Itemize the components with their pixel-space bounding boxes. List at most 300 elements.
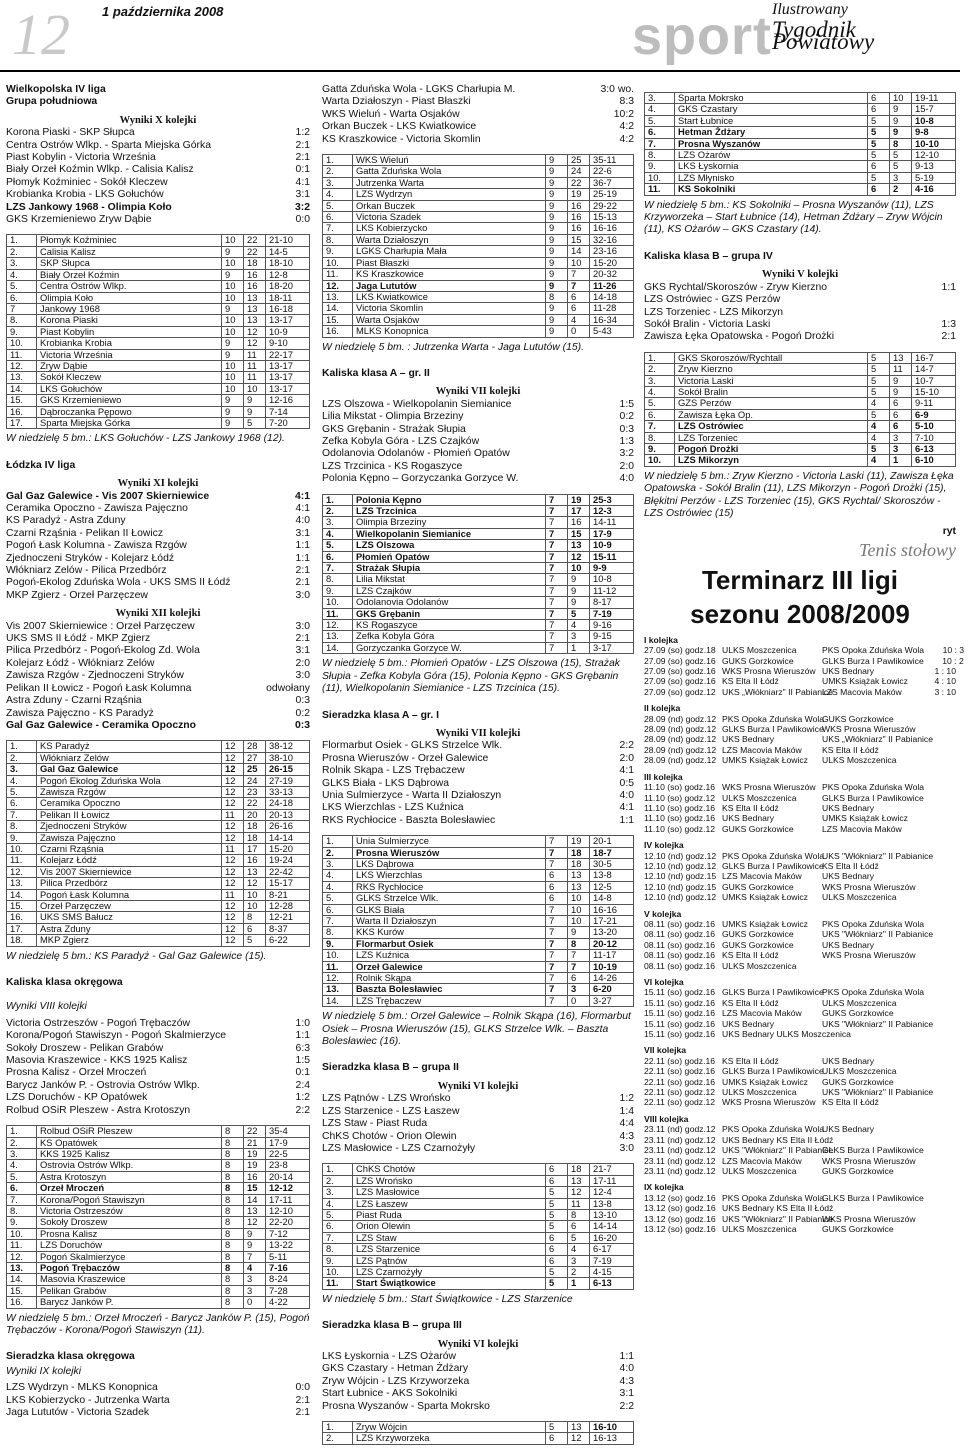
points: 14 — [244, 1194, 266, 1205]
goals: 3-27 — [590, 995, 634, 1006]
match-result — [6, 633, 310, 645]
games-played: 7 — [546, 642, 568, 653]
match-teams: Włókniarz Zelów - Pilica Przedbórz — [6, 565, 167, 577]
team-name: Victoria Skomlin — [353, 303, 546, 314]
match-teams: LZS Staw - Piast Ruda — [322, 1118, 428, 1130]
goals: 36-7 — [590, 177, 634, 188]
fixture-score — [916, 961, 956, 971]
games-played: 10 — [222, 235, 244, 246]
team-name: Biały Orzeł Koźmin — [37, 269, 222, 280]
games-played: 7 — [546, 973, 568, 984]
page-number: 12 — [12, 2, 70, 67]
brand-top: Ilustrowany — [772, 1, 848, 18]
points: 12 — [244, 878, 266, 889]
away-team — [822, 1203, 916, 1213]
fixture-row — [644, 1124, 956, 1134]
match-teams: MKP Zgierz - Orzeł Parzęczew — [6, 589, 148, 601]
team-name: LZS Pątnów — [353, 1255, 546, 1266]
match-result — [322, 1401, 634, 1413]
games-played: 7 — [546, 961, 568, 972]
fixture-row — [644, 793, 956, 803]
team-name: LKS Gołuchów — [37, 383, 222, 394]
goals: 17-21 — [590, 916, 634, 927]
points: 18 — [244, 832, 266, 843]
goals: 8-24 — [266, 1274, 310, 1285]
match-score: 1:1 — [295, 540, 310, 552]
position: 1. — [323, 1164, 353, 1175]
table-row — [7, 1183, 310, 1194]
match-teams: Polonia Kępno – Gorzyczanka Gorzyce W. — [322, 473, 519, 485]
team-name: GKS Czastary — [675, 104, 868, 115]
match-teams: Korona Piaski - SKP Słupca — [6, 127, 135, 139]
points: 10 — [244, 383, 266, 394]
position: 15. — [7, 1285, 37, 1296]
fixture-score — [916, 1166, 956, 1176]
match-score: 0:2 — [295, 707, 310, 719]
match-score — [952, 294, 956, 306]
points: 15 — [568, 234, 590, 245]
goals: 20-12 — [590, 938, 634, 949]
team-name: Piast Kobylin — [37, 326, 222, 337]
games-played: 11 — [222, 843, 244, 854]
match-result — [6, 1382, 310, 1394]
table-row — [323, 995, 634, 1006]
position: 14. — [7, 1274, 37, 1285]
tennis-kicker: Tenis stołowy — [859, 539, 956, 560]
points: 24 — [244, 775, 266, 786]
round-name: I kolejka — [644, 634, 678, 645]
match-result — [6, 1043, 310, 1055]
team-name: LZS Krzyworzeka — [353, 1433, 546, 1444]
team-name: LZS Łaszew — [353, 1198, 546, 1209]
points: 12 — [568, 1187, 590, 1198]
table-row — [323, 223, 634, 234]
match-result — [322, 411, 634, 423]
match-result — [322, 424, 634, 436]
position: 5. — [323, 540, 353, 551]
match-result — [6, 645, 310, 657]
position: 9. — [323, 938, 353, 949]
match-teams: Prosna Kalisz - Orzeł Mroczeń — [6, 1067, 147, 1079]
match-result — [322, 815, 634, 827]
match-teams: Sokoły Droszew - Pelikan Grabów — [6, 1042, 164, 1054]
team-name: Barycz Janków P. — [37, 1297, 222, 1308]
match-score: 4:1 — [619, 802, 634, 814]
table-row — [7, 878, 310, 889]
position: 12. — [323, 973, 353, 984]
goals: 16-20 — [590, 1232, 634, 1243]
fixture-score — [933, 1087, 973, 1097]
points: 17 — [244, 843, 266, 854]
position: 15. — [7, 901, 37, 912]
points: 5 — [244, 417, 266, 428]
team-name: KS Opatówek — [37, 1137, 222, 1148]
team-name: Gal Gaz Galewice — [37, 764, 222, 775]
team-name: Pogoń Łask Kolumna — [37, 889, 222, 900]
away-team: KS Elta II Łódź — [822, 744, 879, 755]
match-teams: LZS Torzeniec - LZS Mikorzyn — [644, 306, 783, 318]
table-row — [7, 752, 310, 763]
goals: 6-9 — [912, 409, 956, 420]
match-score: 1:5 — [619, 398, 634, 410]
home-team: ULKS Moszczenica — [722, 645, 797, 656]
games-played: 5 — [868, 172, 890, 183]
match-score: 2:1 — [295, 139, 310, 151]
table-row — [323, 234, 634, 245]
points: 3 — [244, 1285, 266, 1296]
games-played: 8 — [222, 1137, 244, 1148]
round-heading: Wyniki IX kolejki — [6, 1365, 82, 1377]
goals: 12-12 — [266, 1183, 310, 1194]
position: 5. — [645, 398, 675, 409]
table-row — [323, 938, 634, 949]
points: 19 — [244, 1160, 266, 1171]
table-row — [645, 443, 956, 454]
standings-table — [322, 835, 634, 1007]
position: 16. — [7, 1297, 37, 1308]
match-teams: GKS Krzemieniewo Zryw Dąbie — [6, 214, 152, 226]
fixture-score: 3 : 10 — [934, 686, 956, 697]
fixture-date: 22.11 (so) godz.12 — [644, 1097, 716, 1108]
goals: 12-16 — [266, 395, 310, 406]
team-name: LZS Olszowa — [353, 540, 546, 551]
goals: 22-17 — [266, 349, 310, 360]
games-played: 7 — [546, 916, 568, 927]
games-played: 6 — [868, 161, 890, 172]
team-name: ChKS Chotów — [353, 1164, 546, 1175]
points: 19 — [568, 189, 590, 200]
fixture-score — [933, 929, 973, 939]
match-teams: LKS Łyskornia - LZS Ożarów — [322, 1351, 456, 1362]
fixture-date: 08.11 (so) godz.16 — [644, 929, 716, 940]
games-played: 12 — [222, 832, 244, 843]
table-row — [7, 901, 310, 912]
home-team: PKS Opoka Zduńska Wola — [722, 713, 825, 724]
league-heading: Kaliska klasa B – grupa IV — [644, 250, 773, 262]
goals: 5-43 — [590, 326, 634, 337]
goals: 22-20 — [266, 1217, 310, 1228]
fixture-score — [916, 1056, 956, 1066]
fixture-date: 27.09 (so) godz.16 — [644, 676, 716, 687]
table-row — [323, 881, 634, 892]
spacer — [6, 450, 310, 460]
points: 10 — [568, 904, 590, 915]
match-score: 4:0 — [619, 1363, 634, 1375]
table-row — [323, 563, 634, 574]
team-name: KKS Kurów — [353, 927, 546, 938]
position: 10. — [323, 1266, 353, 1277]
fixture-score — [916, 950, 956, 960]
match-score: 3:1 — [619, 1388, 634, 1400]
league-heading: Sieradzka klasa okręgowa — [6, 1351, 135, 1363]
table-row — [7, 326, 310, 337]
fixture-row — [644, 813, 956, 823]
points: 9 — [890, 127, 912, 138]
table-row — [7, 1228, 310, 1239]
position: 7. — [645, 138, 675, 149]
table-row — [7, 360, 310, 371]
match-score: 3:1 — [295, 189, 310, 201]
match-result — [6, 621, 310, 633]
points: 22 — [568, 177, 590, 188]
team-name: LKS Dąbrowa — [353, 858, 546, 869]
team-name: LZS Doruchów — [37, 1240, 222, 1251]
points: 3 — [890, 432, 912, 443]
home-team: UMKS Książak Łowicz — [722, 918, 808, 929]
goals: 16-13 — [590, 1433, 634, 1444]
games-played: 9 — [222, 338, 244, 349]
fixture-date: 08.11 (so) godz.16 — [644, 939, 716, 950]
fixture-date: 22.11 (so) godz.16 — [644, 1066, 716, 1077]
fixture-row — [644, 1156, 956, 1166]
home-team: ULKS Moszczenica — [722, 1223, 797, 1234]
match-score: 0:3 — [619, 423, 634, 435]
points: 9 — [890, 104, 912, 115]
next-fixtures-note: W niedzielę 5 bm.: KS Paradyż - Gal Gaz Galewice (15). — [6, 950, 267, 962]
position: 8. — [7, 821, 37, 832]
points: 9 — [568, 574, 590, 585]
team-name: Krobianka Krobia — [37, 338, 222, 349]
table-row — [323, 280, 634, 291]
match-teams: LZS Doruchów - KP Opatówek — [6, 1092, 148, 1104]
round-name: VI kolejka — [644, 977, 684, 987]
round-name: VII kolejka — [644, 1045, 687, 1056]
match-teams: GKS Rychtal/Skoroszów - Zryw Kierzno — [644, 281, 828, 293]
away-team: GLKS Burza I Pawlikowice — [822, 1192, 924, 1203]
table-row — [323, 1255, 634, 1266]
home-team: KS Elta II Łódź — [722, 997, 779, 1008]
tennis-schedule — [644, 634, 965, 1235]
points: 10 — [244, 889, 266, 900]
position: 11. — [323, 608, 353, 619]
match-teams: RKS Rychłocice - Baszta Bolesławiec — [322, 814, 496, 826]
team-name: LGKS Charłupia Mała — [353, 246, 546, 257]
match-teams: Jaga Lututów - Victoria Szadek — [6, 1407, 150, 1419]
team-name: Zefka Kobyla Góra — [353, 631, 546, 642]
fixture-score — [924, 793, 964, 803]
match-score: 2:1 — [295, 1394, 310, 1406]
fixture-score — [924, 1145, 964, 1155]
away-team: GUKS Gorzkowice — [822, 1223, 894, 1234]
table-row — [323, 608, 634, 619]
games-played: 8 — [222, 1274, 244, 1285]
table-row — [7, 246, 310, 257]
points: 6 — [568, 303, 590, 314]
position: 15. — [7, 395, 37, 406]
match-teams: Victoria Ostrzeszów - Pogoń Trębaczów — [6, 1017, 191, 1029]
match-result — [6, 152, 310, 164]
games-played: 9 — [546, 189, 568, 200]
table-row — [645, 150, 956, 161]
standings-table — [322, 1163, 634, 1289]
position: 1. — [323, 155, 353, 166]
games-played: 8 — [222, 1251, 244, 1262]
points: 0 — [568, 326, 590, 337]
match-score: 1:3 — [941, 318, 956, 330]
home-team: GLKS Burza I Pawlikowice — [722, 1066, 824, 1077]
home-team: UKS Bednary — [722, 813, 775, 824]
points: 6 — [890, 409, 912, 420]
fixture-row — [644, 861, 956, 871]
away-team: UKS "Włókniarz" II Pabianice — [822, 929, 934, 940]
points: 15 — [568, 528, 590, 539]
away-team: GUKS Gorzkowice — [822, 1008, 894, 1019]
match-score: 8:3 — [619, 96, 634, 108]
home-team: GUKS Gorzkowice — [722, 929, 794, 940]
table-row — [7, 809, 310, 820]
table-row — [323, 1209, 634, 1220]
games-played: 9 — [546, 314, 568, 325]
position: 9. — [323, 585, 353, 596]
match-teams: LZS Olszowa - Wielkopolanin Siemianice — [322, 398, 512, 410]
fixture-date: 11.10 (so) godz.16 — [644, 782, 716, 793]
fixture-score: 4 : 10 — [934, 676, 956, 687]
position: 8. — [645, 432, 675, 443]
games-played: 7 — [546, 927, 568, 938]
team-name: LZS Kuźnica — [353, 950, 546, 961]
match-result — [6, 202, 310, 214]
games-played: 5 — [868, 127, 890, 138]
fixture-date: 27.09 (so) godz.16 — [644, 666, 716, 677]
position: 14. — [323, 642, 353, 653]
round-name: IV kolejka — [644, 840, 684, 851]
points: 12 — [568, 1433, 590, 1444]
games-played: 7 — [546, 836, 568, 847]
team-name: Olimpia Brzeziny — [353, 517, 546, 528]
team-name: Victoria Ostrzeszów — [37, 1205, 222, 1216]
match-result — [6, 164, 310, 176]
fixture-score — [916, 745, 956, 755]
points: 8 — [890, 138, 912, 149]
games-played: 9 — [222, 406, 244, 417]
match-teams: Pilica Przedbórz - Pogoń-Ekolog Zd. Wola — [6, 645, 200, 657]
position: 14. — [323, 995, 353, 1006]
games-played: 6 — [868, 184, 890, 195]
match-teams: Czarni Rząśnia - Pelikan II Łowicz — [6, 527, 164, 539]
round-heading: Wyniki VIII kolejki — [6, 1001, 87, 1013]
games-played: 12 — [222, 912, 244, 923]
goals: 6-17 — [590, 1244, 634, 1255]
goals: 5-10 — [912, 421, 956, 432]
goals: 17-9 — [266, 1137, 310, 1148]
home-team: KS Elta II Łódź — [722, 802, 779, 813]
table-row — [323, 303, 634, 314]
standings-table — [6, 234, 310, 429]
match-result — [322, 1363, 634, 1375]
points: 24 — [568, 166, 590, 177]
match-score: 3:2 — [619, 448, 634, 460]
match-teams: Biały Orzeł Koźmin Wlkp. - Calisia Kalisz — [6, 164, 194, 176]
goals: 23-8 — [266, 1160, 310, 1171]
away-team: UKS Bednary — [822, 666, 875, 677]
fixture-date: 12.10 (nd) godz.12 — [644, 850, 717, 861]
fixture-row — [644, 666, 956, 676]
position: 12. — [7, 1251, 37, 1262]
home-team: LZS Macovia Maków — [722, 1008, 802, 1019]
match-score: 2:4 — [295, 1079, 310, 1091]
games-played: 9 — [222, 417, 244, 428]
match-result — [6, 1067, 310, 1079]
position: 7. — [323, 1232, 353, 1243]
position: 5. — [323, 893, 353, 904]
team-name: Pilica Przedbórz — [37, 878, 222, 889]
match-result — [6, 515, 310, 527]
fixture-row — [644, 950, 956, 960]
fixture-score — [916, 755, 956, 765]
position: 12. — [7, 360, 37, 371]
team-name: SKP Słupca — [37, 258, 222, 269]
team-name: Orzeł Mroczeń — [37, 1183, 222, 1194]
games-played: 5 — [546, 1266, 568, 1277]
points: 20 — [244, 809, 266, 820]
match-result — [644, 319, 956, 331]
position: 2. — [323, 506, 353, 517]
fixture-date: 28.09 (nd) godz.12 — [644, 744, 717, 755]
fixture-score — [916, 1066, 956, 1076]
goals: 35-11 — [590, 155, 634, 166]
match-score: 2:0 — [619, 752, 634, 764]
home-team: UMKS Książak Łowicz — [722, 755, 808, 766]
points: 10 — [244, 901, 266, 912]
position: 4. — [323, 881, 353, 892]
games-played: 12 — [222, 923, 244, 934]
goals: 9-15 — [590, 631, 634, 642]
position: 2. — [323, 1433, 353, 1444]
match-score: 2:2 — [619, 1400, 634, 1412]
team-name: Centra Ostrów Wlkp. — [37, 281, 222, 292]
table-row — [323, 1221, 634, 1232]
team-name: Astra Krotoszyn — [37, 1171, 222, 1182]
points: 9 — [568, 585, 590, 596]
match-result — [6, 577, 310, 589]
team-name: LZS Czarnożyły — [353, 1266, 546, 1277]
position: 7. — [645, 421, 675, 432]
fixture-score — [916, 714, 956, 724]
team-name: LZS Staw — [353, 1232, 546, 1243]
points: 13 — [568, 881, 590, 892]
match-score: 3:2 — [294, 201, 310, 213]
fixture-row — [644, 724, 956, 734]
goals: 10-9 — [266, 326, 310, 337]
home-team: WKS Prosna Wieruszów — [722, 1097, 816, 1108]
goals: 12-10 — [266, 1205, 310, 1216]
position: 8. — [323, 1244, 353, 1255]
match-score: 0:1 — [295, 164, 310, 176]
team-name: Victoria Laski — [675, 375, 868, 386]
position: 6. — [323, 212, 353, 223]
points: 13 — [568, 870, 590, 881]
goals: 9-9 — [590, 563, 634, 574]
games-played: 7 — [546, 597, 568, 608]
match-teams: Zefka Kobyla Góra - LZS Czajków — [322, 435, 480, 447]
table-row — [323, 585, 634, 596]
match-result — [6, 670, 310, 682]
team-name: Polonia Kępno — [353, 494, 546, 505]
points: 13 — [244, 866, 266, 877]
goals: 18-20 — [266, 281, 310, 292]
position: 10. — [645, 172, 675, 183]
match-result — [6, 214, 310, 226]
spacer — [322, 1052, 634, 1062]
table-row — [7, 1251, 310, 1262]
table-row — [323, 631, 634, 642]
points: 9 — [244, 1228, 266, 1239]
games-played: 12 — [222, 855, 244, 866]
position: 1. — [323, 1422, 353, 1433]
team-name: Pogoń Trębaczów — [37, 1262, 222, 1273]
games-played: 9 — [222, 349, 244, 360]
games-played: 8 — [546, 291, 568, 302]
